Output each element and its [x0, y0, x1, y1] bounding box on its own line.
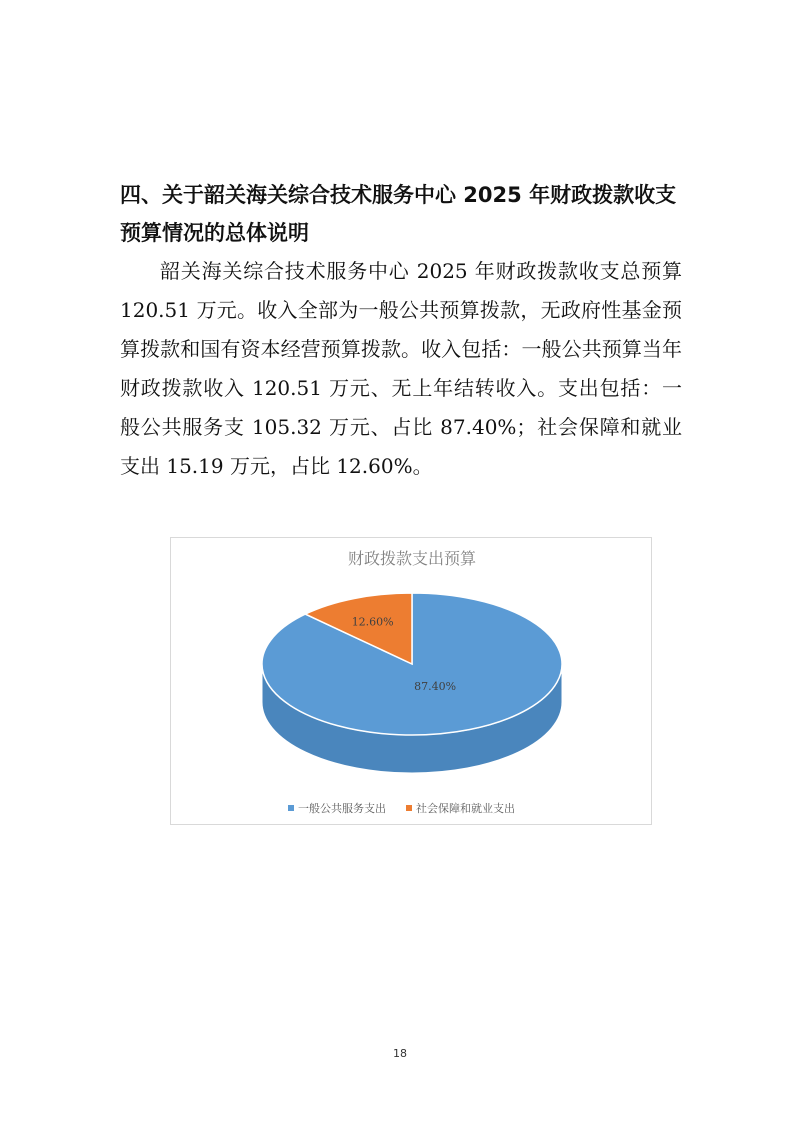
section-paragraph: 韶关海关综合技术服务中心 2025 年财政拨款收支总预算 120.51 万元。收入全部为一般公共预算拨款，无政府性基金预算拨款和国有资本经营预算拨款。收入包括：一般公共预算当年财政拨款收入 120.51 万元、无上年结转收入。支出包括：一般公共服务支 105.32 万元、占比 87.40%；社会保障和就业支出 15.19 万元，占比 12.60%。: [120, 259, 682, 478]
pie-chart: [170, 537, 652, 825]
legend-swatch-1: [406, 805, 412, 811]
pie-data-label-1: 12.60%: [351, 615, 394, 629]
legend-label-0: 一般公共服务支出: [298, 802, 386, 815]
legend-swatch-0: [288, 805, 294, 811]
pie-chart-canvas: [171, 538, 653, 826]
pie-data-label-0: 87.40%: [414, 680, 457, 694]
chart-title: 财政拨款支出预算: [347, 549, 477, 568]
legend-label-1: 社会保障和就业支出: [416, 802, 515, 815]
section-heading: 四、关于韶关海关综合技术服务中心 2025 年财政拨款收支预算情况的总体说明: [120, 183, 677, 245]
page-number: 18: [393, 1047, 407, 1060]
